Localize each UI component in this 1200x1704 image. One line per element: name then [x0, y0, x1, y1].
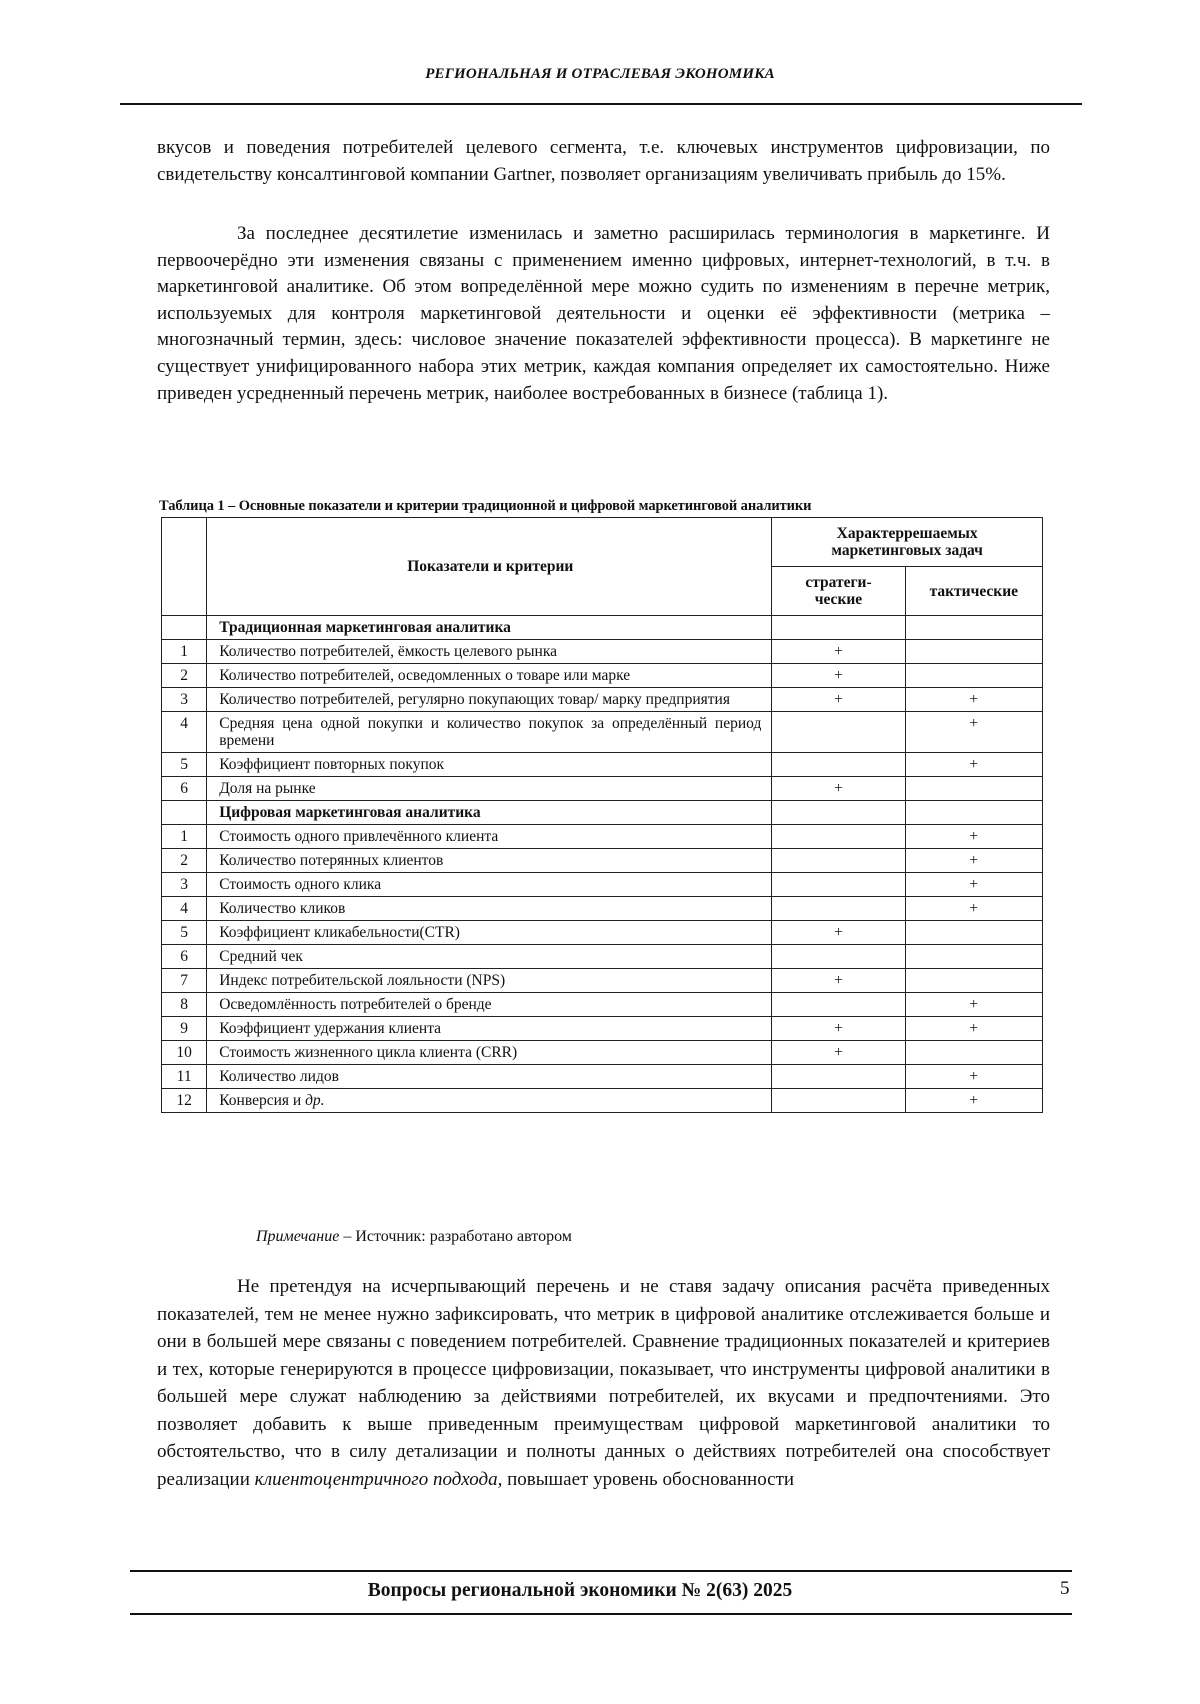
- criterion-text: Стоимость жизненного цикла клиента (CRR): [219, 1044, 518, 1061]
- row-strategic-mark: +: [772, 640, 905, 664]
- header-tactical: тактические: [905, 567, 1042, 616]
- row-tactical-mark: [905, 777, 1042, 801]
- row-strategic-mark: [772, 712, 905, 753]
- row-tactical-mark: +: [905, 753, 1042, 777]
- table-row: [162, 1041, 1043, 1065]
- row-criterion: [207, 1017, 772, 1041]
- table-row: [162, 849, 1043, 873]
- table-row: [162, 1089, 1043, 1113]
- table-section-row: [162, 801, 1043, 825]
- section-number-cell: [162, 616, 207, 640]
- section-tactical-cell: [905, 616, 1042, 640]
- row-tactical-mark: +: [905, 1089, 1042, 1113]
- table-row: [162, 712, 1043, 753]
- row-strategic-mark: [772, 945, 905, 969]
- table-row: [162, 897, 1043, 921]
- page-number: 5: [1060, 1578, 1070, 1599]
- row-number: 7: [162, 969, 207, 993]
- row-criterion: [207, 873, 772, 897]
- criterion-text: Средняя цена одной покупки и количество покупок за определённый период времени: [219, 715, 762, 749]
- criterion-text: Доля на рынке: [219, 780, 316, 797]
- table-row: [162, 825, 1043, 849]
- header-rule: [120, 103, 1082, 105]
- row-tactical-mark: +: [905, 993, 1042, 1017]
- criterion-text: Коэффициент повторных покупок: [219, 756, 445, 773]
- row-strategic-mark: +: [772, 688, 905, 712]
- row-criterion: [207, 1065, 772, 1089]
- row-tactical-mark: +: [905, 897, 1042, 921]
- row-criterion: [207, 1089, 772, 1113]
- section-number-cell: [162, 801, 207, 825]
- table-row: [162, 640, 1043, 664]
- criterion-text: Индекс потребительской лояльности (NPS): [219, 972, 506, 989]
- row-number: 10: [162, 1041, 207, 1065]
- table-body: [162, 616, 1043, 1113]
- header-task-group: Характеррешаемых маркетинговых задач: [772, 518, 1043, 567]
- paragraph-continuation: вкусов и поведения потребителей целевого сегмента, т.е. ключевых инструментов цифровизации, по свидетельству консалтинговой компании Gartner, позволяет организациям увеличивать прибыль до 15%.: [157, 137, 1050, 185]
- section-title: Традиционная маркетинговая аналитика: [207, 616, 772, 640]
- criterion-text: Количество лидов: [219, 1068, 339, 1085]
- row-tactical-mark: [905, 640, 1042, 664]
- row-tactical-mark: +: [905, 1065, 1042, 1089]
- table-row: [162, 753, 1043, 777]
- row-tactical-mark: +: [905, 849, 1042, 873]
- table-row: [162, 1017, 1043, 1041]
- row-criterion: [207, 849, 772, 873]
- row-tactical-mark: [905, 969, 1042, 993]
- row-criterion: [207, 664, 772, 688]
- section-strategic-cell: [772, 616, 905, 640]
- row-strategic-mark: +: [772, 664, 905, 688]
- row-number: 6: [162, 945, 207, 969]
- journal-title: Вопросы региональной экономики № 2(63) 2025: [367, 1580, 793, 1601]
- table-row: [162, 1065, 1043, 1089]
- criterion-italic: др.: [305, 1092, 325, 1109]
- row-criterion: [207, 640, 772, 664]
- row-number: 2: [162, 664, 207, 688]
- row-number: 3: [162, 688, 207, 712]
- paragraph-conclusion: [157, 1273, 1050, 1493]
- row-tactical-mark: +: [905, 688, 1042, 712]
- row-strategic-mark: [772, 1089, 905, 1113]
- row-strategic-mark: [772, 1065, 905, 1089]
- header-number: [162, 518, 207, 616]
- header-strategic: стратеги-ческие: [772, 567, 905, 616]
- row-strategic-mark: [772, 825, 905, 849]
- row-tactical-mark: [905, 921, 1042, 945]
- row-criterion: [207, 688, 772, 712]
- row-strategic-mark: [772, 849, 905, 873]
- section-strategic-cell: [772, 801, 905, 825]
- running-head: РЕГИОНАЛЬНАЯ И ОТРАСЛЕВАЯ ЭКОНОМИКА: [425, 66, 775, 82]
- row-number: 1: [162, 825, 207, 849]
- criterion-text: Коэффициент кликабельности(CTR): [219, 924, 460, 941]
- paragraph-terminology: За последнее десятилетие изменилась и заметно расширилась терминология в маркетинге. И первоочерёдно эти изменения связаны с применением именно цифровых, интернет-технологий, в т.ч. в маркетинговой аналитике. Об этом вопределённой мере можно судить по изменениям в перечне метрик, используемых для контроля маркетинговой деятельности и оценки её эффективности (метрика – многозначный термин, здесь: числовое значение показателей эффективности процесса). В маркетинге не существует унифицированного набора этих метрик, каждая компания определяет их самостоятельно. Ниже приведен усредненный перечень метрик, наиболее востребованных в бизнесе (таблица 1).: [157, 223, 1050, 404]
- row-criterion: [207, 753, 772, 777]
- criterion-text: Количество кликов: [219, 900, 346, 917]
- footer-rule-bottom: [130, 1613, 1072, 1615]
- row-number: 2: [162, 849, 207, 873]
- conclusion-text-2: повышает уровень обоснованности: [502, 1468, 795, 1490]
- conclusion-text-1: Не претендуя на исчерпывающий перечень и не ставя задачу описания расчёта приведенных показателей, тем не менее нужно зафиксировать, что метрик в цифровой аналитике отслеживается больше и они в большей мере связаны с поведением потребителей. Сравнение традиционных показателей и критериев и тех, которые генерируются в процессе цифровизации, показывает, что инструменты цифровой аналитики в большей мере служат наблюдению за действиями потребителей, их вкусами и предпочтениями. Это позволяет добавить к выше приведенным преимуществам цифровой маркетинговой аналитики то обстоятельство, что в силу детализации и полноты данных о действиях потребителей она способствует реализации: [157, 1276, 1050, 1490]
- row-number: 4: [162, 897, 207, 921]
- criterion-text: Осведомлённость потребителей о бренде: [219, 996, 492, 1013]
- row-criterion: [207, 921, 772, 945]
- section-title: Цифровая маркетинговая аналитика: [207, 801, 772, 825]
- criterion-text: Количество потребителей, регулярно покупающих товар/ марку предприятия: [219, 691, 730, 708]
- criterion-text: Количество потерянных клиентов: [219, 852, 444, 869]
- row-criterion: [207, 969, 772, 993]
- conclusion-italic: клиентоцентричного подхода,: [254, 1468, 503, 1490]
- criterion-text: Конверсия и: [219, 1092, 306, 1109]
- table-row: [162, 945, 1043, 969]
- criterion-text: Коэффициент удержания клиента: [219, 1020, 442, 1037]
- note-label: Примечание: [256, 1228, 340, 1245]
- row-number: 1: [162, 640, 207, 664]
- row-strategic-mark: +: [772, 921, 905, 945]
- row-tactical-mark: [905, 945, 1042, 969]
- row-strategic-mark: [772, 993, 905, 1017]
- header-criteria: Показатели и критерии: [207, 518, 772, 616]
- row-criterion: [207, 712, 772, 753]
- row-tactical-mark: +: [905, 873, 1042, 897]
- row-tactical-mark: [905, 1041, 1042, 1065]
- row-criterion: [207, 993, 772, 1017]
- row-tactical-mark: [905, 664, 1042, 688]
- row-number: 3: [162, 873, 207, 897]
- table-row: [162, 664, 1043, 688]
- row-strategic-mark: [772, 753, 905, 777]
- row-number: 5: [162, 753, 207, 777]
- row-strategic-mark: +: [772, 1041, 905, 1065]
- metrics-table: [161, 517, 1043, 1113]
- note-text: – Источник: разработано автором: [339, 1228, 572, 1245]
- row-strategic-mark: [772, 873, 905, 897]
- row-criterion: [207, 1041, 772, 1065]
- criterion-text: Стоимость одного привлечённого клиента: [219, 828, 499, 845]
- row-number: 11: [162, 1065, 207, 1089]
- row-strategic-mark: +: [772, 777, 905, 801]
- table-row: [162, 921, 1043, 945]
- table-row: [162, 688, 1043, 712]
- criterion-text: Количество потребителей, осведомленных о товаре или марке: [219, 667, 631, 684]
- table-row: [162, 993, 1043, 1017]
- criterion-text: Стоимость одного клика: [219, 876, 382, 893]
- table-row: [162, 873, 1043, 897]
- row-number: 9: [162, 1017, 207, 1041]
- row-tactical-mark: +: [905, 712, 1042, 753]
- footer-rule-top: [130, 1570, 1072, 1572]
- table-note: [256, 1228, 572, 1246]
- table-row: [162, 969, 1043, 993]
- row-number: 4: [162, 712, 207, 753]
- criterion-text: Количество потребителей, ёмкость целевого рынка: [219, 643, 558, 660]
- row-strategic-mark: +: [772, 969, 905, 993]
- table-row: [162, 777, 1043, 801]
- row-criterion: [207, 897, 772, 921]
- table-section-row: [162, 616, 1043, 640]
- row-strategic-mark: +: [772, 1017, 905, 1041]
- table-caption: Таблица 1 – Основные показатели и критерии традиционной и цифровой маркетинговой аналитики: [159, 498, 812, 514]
- row-number: 5: [162, 921, 207, 945]
- row-criterion: [207, 777, 772, 801]
- row-number: 12: [162, 1089, 207, 1113]
- row-criterion: [207, 945, 772, 969]
- row-tactical-mark: +: [905, 1017, 1042, 1041]
- criterion-text: Средний чек: [219, 948, 303, 965]
- section-tactical-cell: [905, 801, 1042, 825]
- row-strategic-mark: [772, 897, 905, 921]
- row-number: 6: [162, 777, 207, 801]
- row-tactical-mark: +: [905, 825, 1042, 849]
- row-number: 8: [162, 993, 207, 1017]
- row-criterion: [207, 825, 772, 849]
